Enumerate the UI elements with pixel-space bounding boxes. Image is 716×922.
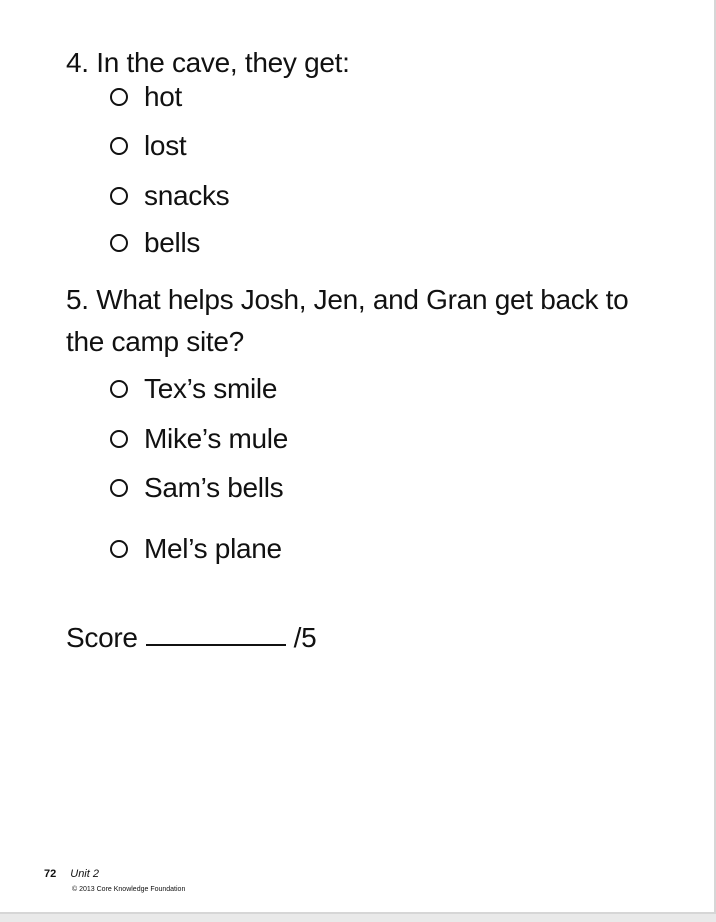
answer-option-label: Sam’s bells: [144, 472, 284, 503]
question-4-text: 4. In the cave, they get:: [66, 47, 350, 78]
answer-option-label: Mel’s plane: [144, 533, 282, 564]
answer-option-label: hot: [144, 81, 183, 112]
question-5-text: 5. What helps Josh, Jen, and Gran get back to the camp site?: [66, 284, 629, 357]
page-number: 72: [44, 868, 57, 880]
answer-option[interactable]: [110, 179, 229, 213]
answer-bubble-icon[interactable]: [110, 479, 128, 497]
answer-option-label: snacks: [144, 180, 230, 211]
answer-option[interactable]: [110, 422, 288, 456]
answer-bubble-icon[interactable]: [110, 187, 128, 205]
copyright-notice: © 2013 Core Knowledge Foundation: [72, 886, 186, 893]
answer-option[interactable]: [110, 80, 182, 114]
answer-option-label: lost: [144, 130, 187, 161]
score-row: [66, 614, 316, 654]
answer-bubble-icon[interactable]: [110, 540, 128, 558]
unit-label: Unit 2: [70, 868, 99, 880]
page-footer: [44, 868, 185, 893]
answer-option[interactable]: [110, 372, 277, 406]
answer-option-label: Tex’s smile: [144, 373, 278, 404]
score-total: /5: [293, 622, 317, 653]
answer-option[interactable]: [110, 532, 282, 566]
answer-option-label: bells: [144, 227, 201, 258]
answer-option[interactable]: [110, 471, 283, 505]
answer-bubble-icon[interactable]: [110, 88, 128, 106]
score-blank-line[interactable]: [146, 643, 286, 646]
answer-bubble-icon[interactable]: [110, 137, 128, 155]
answer-option[interactable]: [110, 129, 186, 163]
answer-bubble-icon[interactable]: [110, 234, 128, 252]
answer-option[interactable]: [110, 226, 200, 260]
answer-option-label: Mike’s mule: [144, 423, 289, 454]
answer-bubble-icon[interactable]: [110, 380, 128, 398]
score-label: Score: [66, 622, 138, 653]
answer-bubble-icon[interactable]: [110, 430, 128, 448]
